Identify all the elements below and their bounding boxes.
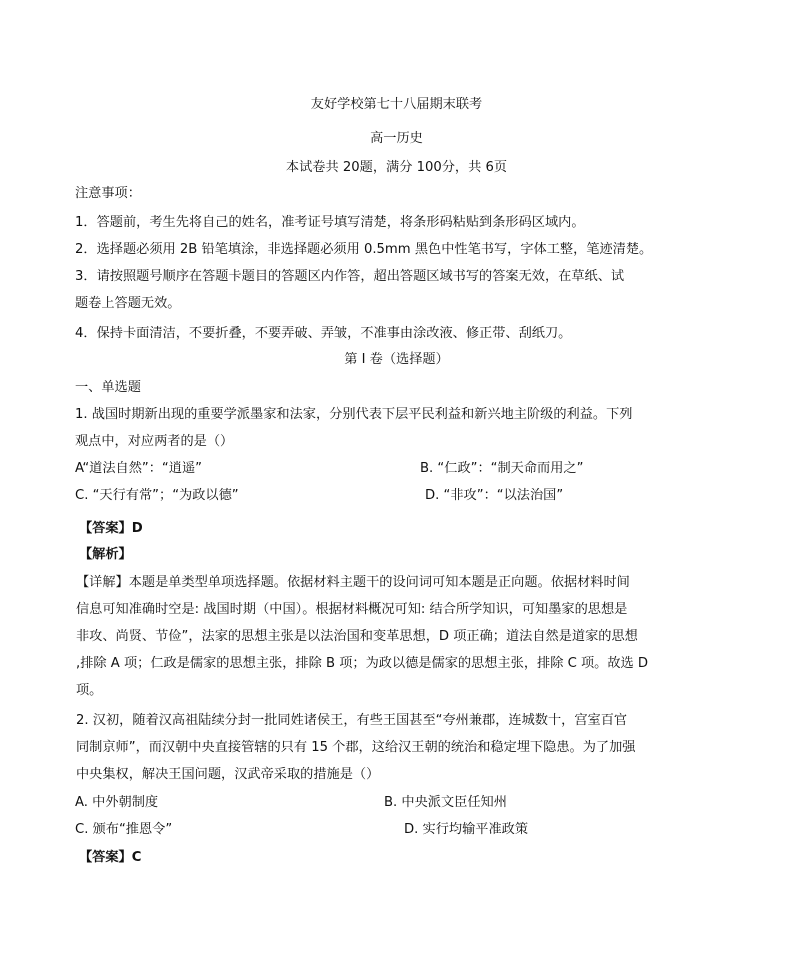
question-1-detail: 项。: [76, 683, 103, 698]
question-1-option-b: B. “仁政”：“制天命而用之”: [420, 461, 584, 476]
question-2-stem: 同制京师”，而汉朝中央直接管辖的只有 15 个郡，这给汉王朝的统治和稳定埋下隐患。为了加强: [76, 740, 636, 755]
notice-heading: 注意事项：: [75, 186, 141, 201]
question-2-option-d: D. 实行均输平准政策: [404, 822, 529, 837]
question-2-option-a: A. 中外朝制度: [75, 795, 159, 810]
notice-item: 4．保持卡面清洁，不要折叠，不要弄破、弄皱，不准事由涂改液、修正带、刮纸刀。: [75, 326, 572, 341]
exam-subject: 高一历史: [370, 131, 423, 146]
notice-item: 3．请按照题号顺序在答题卡题目的答题区内作答，超出答题区域书写的答案无效，在草纸、试: [75, 269, 625, 284]
question-2-option-b: B. 中央派文臣任知州: [384, 795, 507, 810]
part-heading: 一、单选题: [75, 380, 141, 395]
question-2-stem: 中央集权，解决王国问题，汉武帝采取的措施是（）: [76, 767, 380, 782]
question-1-stem: 观点中，对应两者的是（）: [75, 434, 234, 449]
question-2-answer: 【答案】C: [79, 850, 142, 865]
section-title: 第 I 卷（选择题）: [344, 352, 449, 367]
question-1-option-d: D. “非攻”：“以法治国”: [425, 488, 564, 503]
notice-item: 2．选择题必须用 2B 铅笔填涂，非选择题必须用 0.5mm 黑色中性笔书写，字体工整，笔迹清楚。: [75, 242, 653, 257]
question-1-option-c: C. “天行有常”；“为政以德”: [75, 488, 239, 503]
question-1-stem: 1. 战国时期新出现的重要学派墨家和法家，分别代表下层平民利益和新兴地主阶级的利益。下列: [75, 407, 633, 422]
question-1-detail: 非攻、尚贤、节俭”，法家的思想主张是以法治国和变革思想，D 项正确；道法自然是道家的思想: [76, 629, 638, 644]
question-1-detail: 信息可知准确时空是: 战国时期（中国）。根据材料概况可知: 结合所学知识，可知墨家的思想是: [76, 602, 628, 617]
question-1-detail: ,排除 A 项；仁政是儒家的思想主张，排除 B 项；为政以德是儒家的思想主张，排除 C 项。故选 D: [76, 656, 649, 671]
question-1-answer: 【答案】D: [79, 521, 143, 536]
exam-info: 本试卷共 20题，满分 100分，共 6页: [285, 160, 508, 175]
notice-item: 1．答题前，考生先将自己的姓名，准考证号填写清楚，将条形码粘贴到条形码区域内。: [75, 215, 585, 230]
notice-item: 题卷上答题无效。: [75, 296, 181, 311]
question-1-analysis-label: 【解析】: [79, 547, 132, 562]
question-2-option-c: C. 颁布“推恩令”: [75, 822, 173, 837]
question-1-option-a: A“道法自然”：“逍遥”: [75, 461, 202, 476]
question-2-stem: 2. 汉初，随着汉高祖陆续分封一批同姓诸侯王，有些王国甚至“夸州兼郡，连城数十，宫室百官: [76, 713, 628, 728]
question-1-detail: 【详解】本题是单类型单项选择题。依据材料主题干的设问词可知本题是正向题。依据材料时间: [76, 575, 630, 590]
exam-title: 友好学校第七十八届期末联考: [310, 97, 483, 112]
